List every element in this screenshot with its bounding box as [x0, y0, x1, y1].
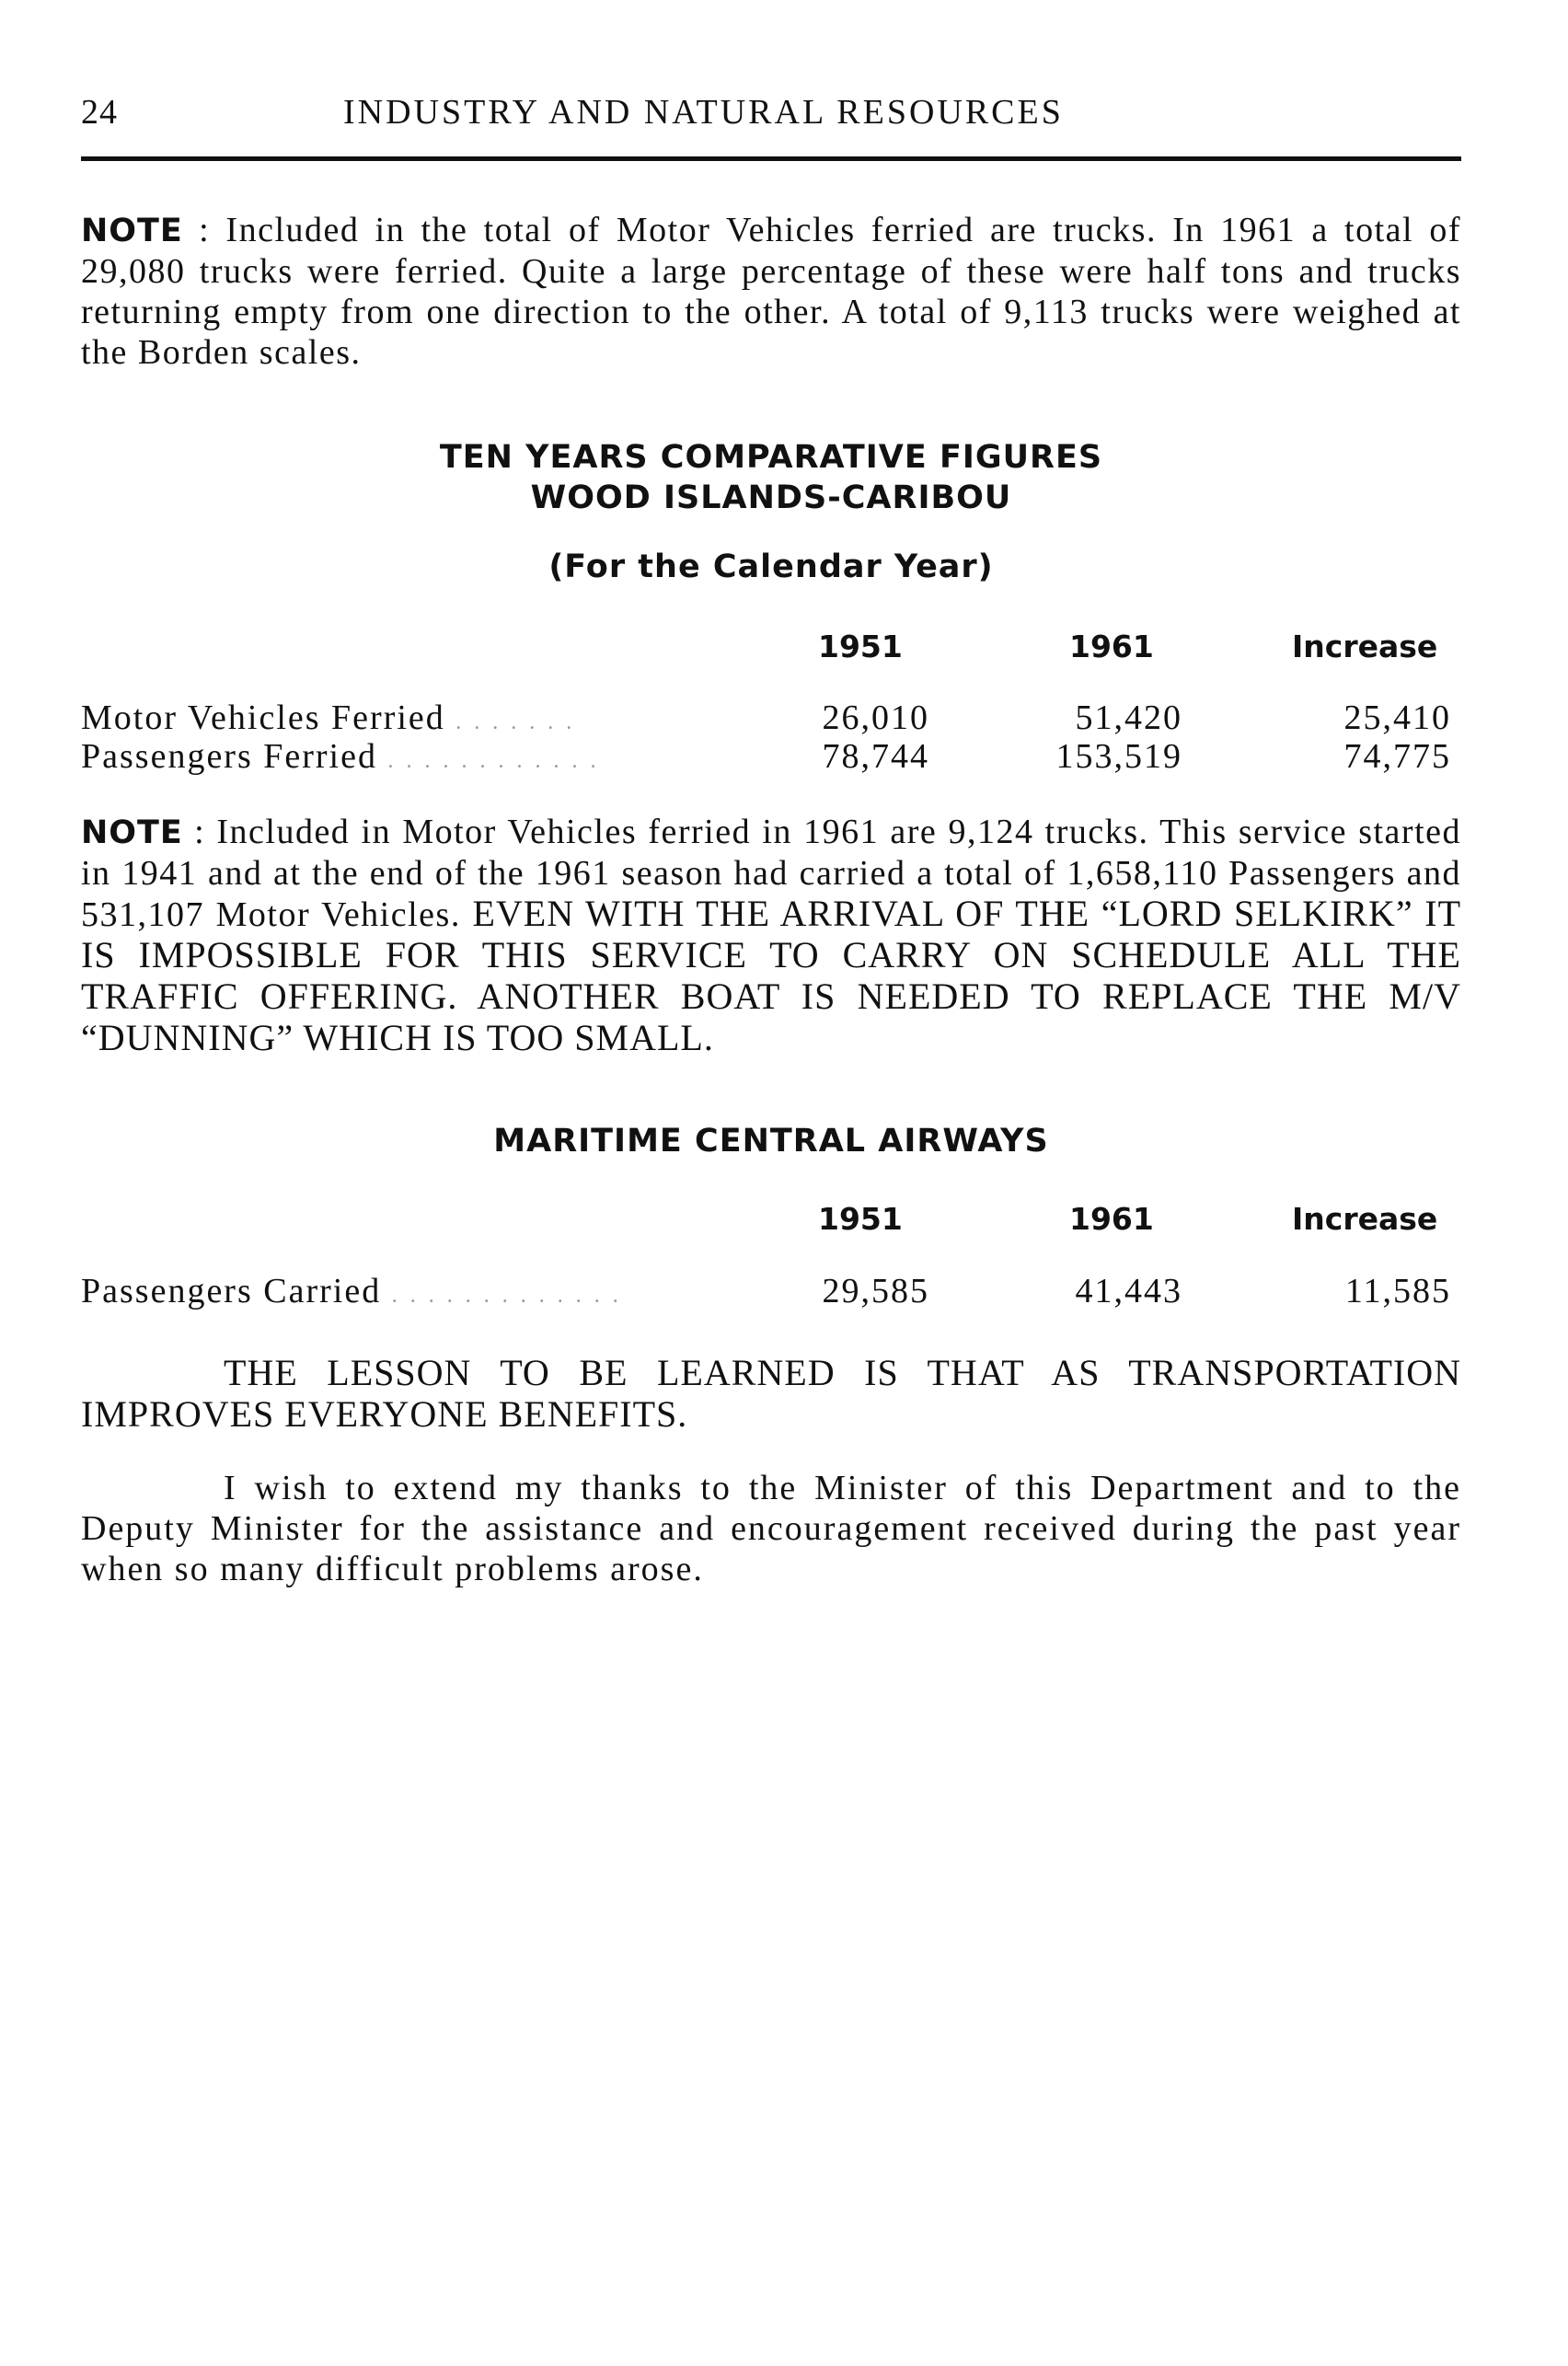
lesson-text: THE LESSON TO BE LEARNED IS THAT AS TRANSPORTATION IMPROVES EVERYONE BENEFITS.: [81, 1352, 1461, 1435]
note-text: : Included in the total of Motor Vehicles ferried are trucks. In 1961 a total of 29,080 trucks were ferried. Quite a large percentage of these were half tons and trucks returning empty from one direction to the other. A total of 9,113 trucks were weighed at the Borden scales.: [81, 211, 1461, 372]
column-header: 1951: [818, 1201, 903, 1237]
row-label: Passengers Carried: [81, 1272, 382, 1310]
table-title: [81, 437, 1461, 518]
column-header: 1961: [1069, 629, 1154, 664]
note-label: NOTE: [81, 213, 183, 249]
row-label: Motor Vehicles Ferried: [81, 698, 445, 737]
column-header: 1951: [818, 629, 903, 664]
table-cell: 78,744: [822, 737, 929, 776]
column-header: 1961: [1069, 1201, 1154, 1237]
row-label: Passengers Ferried: [81, 737, 377, 776]
table-cell: 153,519: [1055, 737, 1182, 776]
note-paragraph-trucks: [81, 210, 1461, 373]
table-title-line2: WOOD ISLANDS-CARIBOU: [530, 479, 1012, 516]
table-title-line1: TEN YEARS COMPARATIVE FIGURES: [439, 439, 1103, 476]
airways-title: MARITIME CENTRAL AIRWAYS: [493, 1123, 1049, 1160]
note-text: : Included in Motor Vehicles ferried in 1961 are 9,124 trucks. This service started in 1941 and at the end of the 1961 season had carried a total of 1,658,110 Passengers and 531,107 Motor Vehicles.: [81, 813, 1461, 934]
table-cell: 11,585: [1344, 1272, 1451, 1310]
thanks-paragraph: [81, 1468, 1461, 1589]
dot-leader: . . . . . . . . . . . .: [387, 749, 600, 773]
dot-leader: . . . . . . .: [455, 710, 576, 734]
note-paragraph-service: [81, 812, 1461, 1059]
table-cell: 41,443: [1075, 1272, 1182, 1310]
note-caps-text: EVEN WITH THE ARRIVAL OF THE “LORD SELKIRK” IT IS IMPOSSIBLE FOR THIS SERVICE TO CARRY ON SCHEDULE ALL THE TRAFFIC OFFERING. ANOTHER BOAT IS NEEDED TO REPLACE THE M/V “DUNNING” WHICH IS TOO SMALL.: [81, 893, 1462, 1058]
table-cell: 74,775: [1343, 737, 1451, 776]
table-cell: 51,420: [1075, 698, 1182, 737]
page-header: [81, 92, 1461, 147]
header-rule: [81, 156, 1461, 161]
thanks-text: I wish to extend my thanks to the Minister of this Department and to the Deputy Minister for the assistance and encouragement received during the past year when so many difficult problems arose.: [81, 1469, 1461, 1588]
column-header: Increase: [1292, 1201, 1438, 1237]
lesson-paragraph: [81, 1353, 1461, 1436]
column-header: Increase: [1292, 629, 1438, 664]
table-cell: 25,410: [1343, 698, 1451, 737]
table-subtitle: (For the Calendar Year): [548, 548, 994, 585]
table-cell: 29,585: [822, 1272, 929, 1310]
running-title: INDUSTRY AND NATURAL RESOURCES: [343, 93, 1064, 132]
dot-leader: . . . . . . . . . . . . .: [391, 1284, 622, 1308]
note-label: NOTE: [81, 814, 183, 851]
page-number: 24: [81, 93, 118, 132]
table-cell: 26,010: [822, 698, 929, 737]
